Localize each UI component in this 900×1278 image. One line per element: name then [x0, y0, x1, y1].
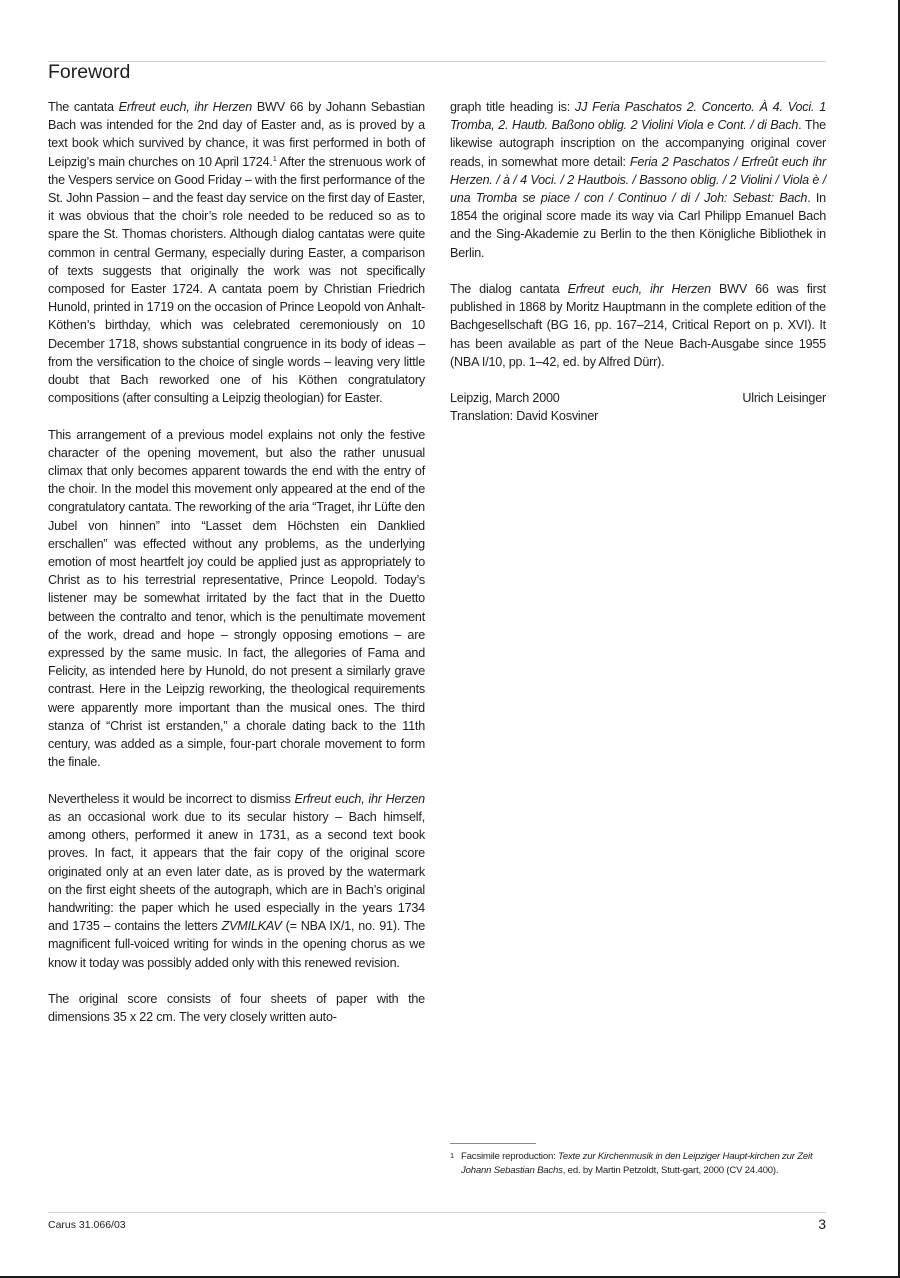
paragraph-4: The original score consists of four sheets of paper with the dimensions 35 x 22 cm. The very closely written auto- [48, 991, 425, 1025]
watermark-letters: ZVMILKAV [221, 919, 282, 934]
catalog-number: Carus 31.066/03 [48, 1219, 126, 1231]
bottom-rule [48, 1212, 826, 1213]
footnote-ref: 1 [272, 153, 277, 163]
paragraph-5 [450, 98, 826, 262]
paragraph-2: This arrangement of a previous model explains not only the festive character of the opening movement, but also the rather unusual climax that only becomes apparent towards the end with the entry of the choir. In the model this movement only appeared at the end of the congratulatory cantata. The reworking of the aria “Traget, ihr Lüfte den Jubel von hinnen” into “Lasset dem Höchsten ein Danklied erschallen” was effected without any problems, as the underlying emotion of most heartfelt joy could be applied just as appropriately to Christ as to his terrestrial representative, Prince Leopold. Today’s listener may be somewhat irritated by the fact that in the Duetto between the contralto and tenor, which is the penultimate movement of the work, dread and hope – strongly opposing emotions – are expressed by the same music. In fact, the allegories of Fama and Felicity, as intended here by Hunold, do not present a similarly grave contrast. Here in the Leipzig reworking, the theological requirements were apparently more important than the musical ones. The third stanza of “Christ ist erstanden,” a chorale dating back to the 11th century, was added as a simple, four-part chorale movement to form the finale. [48, 427, 425, 770]
text-run: as an occasional work due to its secular history – Bach himself, among others, performed it anew in 1731, as a second text book proves. In fact, it appears that the fair copy of the original score originated only at an even later date, as is proved by the watermark on the first eight sheets of the autograph, which are in Bach’s original handwriting: the paper which he used especially in the years 1734 and 1735 – contains the letters [48, 809, 425, 934]
autograph-title: JJ Feria Paschatos 2. Concerto. À 4. Voci. 1 Tromba, 2. Hautb. Baßono oblig. 2 Violini Viola e Cont. / di Bach [450, 100, 827, 133]
text-run: . In 1854 the original score made its way via Carl Philipp Emanuel Bach and the Sing-Akademie zu Berlin to the then Königliche Bibliothek in Berlin. [450, 191, 826, 260]
text-run: BWV 66 by Johann Sebastian Bach was intended for the 2nd day of Easter and, as is proved by a text book which survived by chance, it was first performed in both of Leipzig’s main churches on 10 April 1724. [48, 100, 425, 169]
footnote [450, 1150, 826, 1178]
work-title: Erfreut euch, ihr Herzen [118, 100, 253, 114]
right-column [450, 98, 826, 426]
text-run: Nevertheless it would be incorrect to dismiss [48, 791, 295, 806]
text-run: Facsimile reproduction: [461, 1151, 559, 1162]
work-title: Erfreut euch, ihr Herzen [294, 791, 425, 806]
text-run: , ed. by Martin Petzoldt, Stutt-gart, 2000 (CV 24.400). [562, 1165, 779, 1176]
paragraph-3 [48, 790, 425, 972]
translator-credit: Translation: David Kosviner [450, 409, 599, 424]
text-run: After the strenuous work of the Vespers service on Good Friday – with the first performance of the St. John Passion – and the feast day service on the first day of Easter, it was obvious that the choir’s role needed to be reduced so as to spare the St. Thomas choristers. Although dialog cantatas were quite common in central Germany, especially during Easter, a comparison of texts suggests that originally the work was not specifically composed for Easter 1724. A cantata poem by Christian Friedrich Hunold, printed in 1719 on the occasion of Prince Leopold von Anhalt-Köthen’s birthday, which was celebrated ceremoniously on 10 December 1718, shows substantial congruence in its body of ideas – from the versification to the choice of single words – leaving very little doubt that Bach reworked one of his Köthen congratulatory compositions (after consulting a Leipzig theologian) for Easter. [48, 154, 426, 406]
top-rule [48, 61, 826, 62]
text-run: . The likewise autograph inscription on the accompanying original cover reads, in somewhat more detail: [450, 118, 826, 169]
page-title: Foreword [48, 61, 131, 83]
place-date: Leipzig, March 2000 [450, 391, 560, 406]
text-run: graph title heading is: [450, 100, 576, 114]
cover-inscription: Feria 2 Paschatos / Erfreût euch ihr Herzen. / à / 4 Voci. / 2 Hautbois. / Bassono oblig. / 2 Violini / Viola è / una Tromba se piace / con / Continuo / di / Joh: Sebast: Bach [450, 154, 826, 206]
text-run: The dialog cantata [450, 282, 568, 297]
text-run: (= NBA IX/1, no. 91). The magnificent full-voiced writing for winds in the opening chorus as we know it today was possibly added only with this renewed revision. [48, 919, 425, 970]
footnote-mark: 1 [450, 1151, 454, 1160]
page-number: 3 [818, 1216, 826, 1232]
paragraph-6 [450, 280, 826, 371]
text-run: The cantata [48, 100, 119, 114]
text-run: BWV 66 was first published in 1868 by Moritz Hauptmann in the complete edition of the Bachgesellschaft (BG 16, pp. 167–214, Critical Report on p. XVI). It has been available as part of the Neue Bach-Ausgabe since 1955 (NBA I/10, pp. 1–42, ed. by Alfred Dürr). [450, 282, 826, 369]
footnote-text [461, 1150, 826, 1178]
author-name: Ulrich Leisinger [742, 391, 826, 406]
book-title: Texte zur Kirchenmusik in den Leipziger Haupt-kirchen zur Zeit Johann Sebastian Bachs [461, 1151, 813, 1176]
footnote-rule [450, 1143, 536, 1144]
paragraph-1 [48, 98, 425, 407]
left-column [48, 98, 425, 1045]
signature-block [450, 389, 826, 425]
work-title: Erfreut euch, ihr Herzen [567, 282, 711, 297]
